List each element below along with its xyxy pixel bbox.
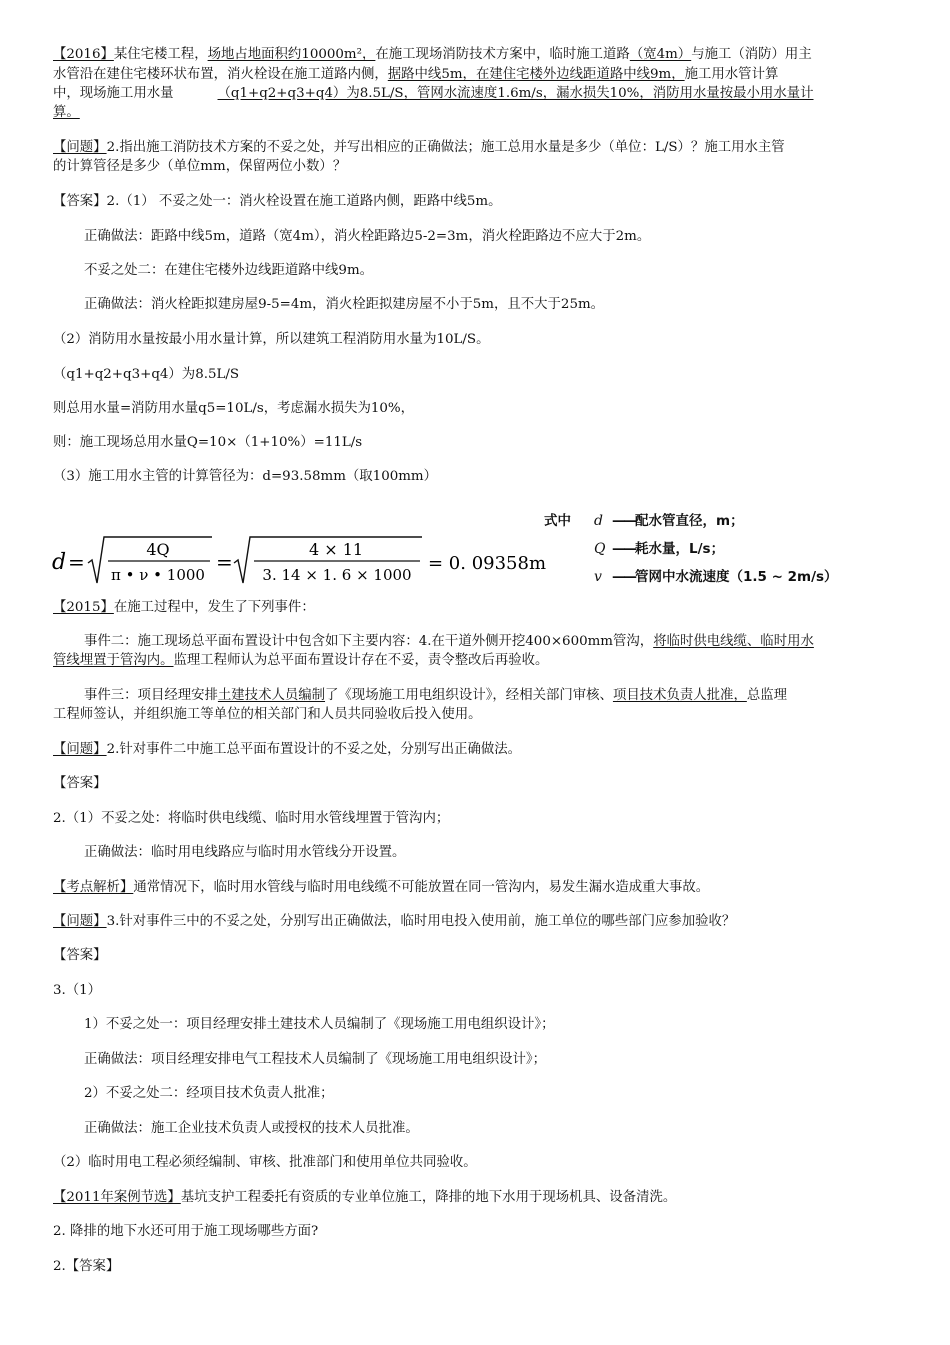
analysis-line: 【考点解析】通常情况下，临时用水管线与临时用电线缆不可能放置在同一管沟内，易发生漏水造成重大事故。: [53, 880, 710, 895]
formula-eq-1: =: [68, 550, 85, 574]
answer-3-head: 【答案】: [53, 948, 107, 963]
answer-2-line-1: 2.（1）不妥之处：将临时供电线缆、临时用水管线埋置于管沟内；: [53, 811, 450, 826]
answer-2016-line-8: 则：施工现场总用水量Q=10×（1+10%）=11L/s: [53, 435, 363, 450]
formula-eq-2: =: [216, 550, 233, 574]
fraction-2-denominator: 3. 14 × 1. 6 × 1000: [262, 566, 412, 584]
legend-lead: 式中: [544, 513, 571, 529]
question-tag: 【问题】: [53, 914, 107, 929]
legend-row-d: 式中 d ——配水管直径，m；: [544, 509, 744, 529]
question-2-line: 【问题】2.针对事件二中施工总平面布置设计的不妥之处，分别写出正确做法。: [53, 742, 522, 757]
case-2016-line-3: 中，现场施工用水量 （q1+q2+q3+q4）为8.5L/S，管网水流速度1.6m/s，漏水损失10%，消防用水量按最小用水量计: [53, 86, 814, 101]
answer-3-line-3: 2）不妥之处二：经项目技术负责人批准；: [84, 1086, 334, 1101]
answer-3-line-1: 1）不妥之处一：项目经理安排土建技术人员编制了《现场施工用电组织设计》；: [84, 1017, 555, 1032]
case-2016-tag: 【2016】: [53, 47, 114, 62]
case-2011-answer: 2.【答案】: [53, 1259, 120, 1274]
event-3-line-2: 工程师签认，并组织施工等单位的相关部门和人员共同验收后投入使用。: [53, 707, 482, 722]
fraction-1-numerator: 4Q: [146, 540, 170, 559]
pipe-diameter-formula: [52, 533, 552, 591]
event-2-line-2: 管线埋置于管沟内。监理工程师认为总平面布置设计存在不妥，责令整改后再验收。: [53, 653, 549, 668]
answer-2016-line-9: （3）施工用水主管的计算管径为：d=93.58mm（取100mm）: [53, 469, 438, 484]
answer-2016-line-1: 【答案】2.（1） 不妥之处一：消火栓设置在施工道路内侧，距路中线5m。: [53, 194, 502, 209]
formula-result: = 0. 09358m: [428, 553, 547, 574]
legend-row-q: Q ——耗水量，L/s；: [594, 541, 725, 557]
question-2016-line-1: 【问题】2.指出施工消防技术方案的不妥之处，并写出相应的正确做法；施工总用水量是多少（单位：L/S）？施工用水主管: [53, 140, 785, 155]
case-2016-line-2: 水管沿在建住宅楼环状布置，消火栓设在施工道路内侧，据路中线5m，在建住宅楼外边线距道路中线9m，施工用水管计算: [53, 67, 779, 82]
answer-2-line-2: 正确做法：临时用电线路应与临时用水管线分开设置。: [84, 845, 406, 860]
legend-row-v: v ——管网中水流速度（1.5 ~ 2m/s）: [594, 569, 838, 585]
analysis-tag: 【考点解析】: [53, 880, 134, 895]
answer-2016-line-7: 则总用水量=消防用水量q5=10L/s，考虑漏水损失为10%，: [53, 401, 415, 416]
answer-3-line-4: 正确做法：施工企业技术负责人或授权的技术人员批准。: [84, 1121, 419, 1136]
answer-2016-line-2: 正确做法：距路中线5m，道路（宽4m），消火栓距路边5-2=3m，消火栓距路边不应大于2m。: [84, 229, 651, 244]
question-tag: 【问题】: [53, 742, 107, 757]
case-2011-question: 2. 降排的地下水还可用于施工现场哪些方面?: [53, 1224, 319, 1239]
case-2011-line: 【2011年案例节选】基坑支护工程委托有资质的专业单位施工，降排的地下水用于现场机具、设备清洗。: [53, 1190, 677, 1205]
answer-2016-line-5: （2）消防用水量按最小用水量计算，所以建筑工程消防用水量为10L/S。: [53, 332, 490, 347]
case-2011-tag: 【2011年案例节选】: [53, 1190, 181, 1205]
fraction-1-denominator: π • ν • 1000: [111, 566, 205, 584]
fraction-2-numerator: 4 × 11: [308, 540, 364, 559]
answer-2016-line-4: 正确做法：消火栓距拟建房屋9-5=4m，消火栓距拟建房屋不小于5m，且不大于25m。: [84, 297, 605, 312]
case-2016-line-1: 【2016】某住宅楼工程，场地占地面积约10000m²，在施工现场消防技术方案中，临时施工道路（宽4m）与施工（消防）用主: [53, 47, 812, 62]
answer-3-line-0: 3.（1）: [53, 983, 102, 998]
event-3-line-1: 事件三：项目经理安排土建技术人员编制了《现场施工用电组织设计》，经相关部门审核、项目技术负责人批准，总监理: [84, 688, 788, 703]
question-3-line: 【问题】3.针对事件三中的不妥之处，分别写出正确做法，临时用电投入使用前，施工单位的哪些部门应参加验收？: [53, 914, 736, 929]
case-2015-tag: 【2015】: [53, 600, 114, 615]
event-2-line-1: 事件二：施工现场总平面布置设计中包含如下主要内容：4.在干道外侧开挖400×600mm管沟，将临时供电线缆、临时用水: [84, 634, 814, 649]
answer-2-head: 【答案】: [53, 776, 107, 791]
case-2016-line-4: 算。: [53, 105, 80, 120]
case-2015-line-1: 【2015】在施工过程中，发生了下列事件：: [53, 600, 315, 615]
answer-2016-line-6: （q1+q2+q3+q4）为8.5L/S: [53, 367, 240, 382]
answer-2016-line-3: 不妥之处二：在建住宅楼外边线距道路中线9m。: [84, 263, 374, 278]
formula-d: d: [52, 550, 67, 575]
answer-3-line-5: （2）临时用电工程必须经编制、审核、批准部门和使用单位共同验收。: [53, 1155, 477, 1170]
question-2016-line-2: 的计算管径是多少（单位mm，保留两位小数）？: [53, 159, 347, 174]
answer-3-line-2: 正确做法：项目经理安排电气工程技术人员编制了《现场施工用电组织设计》；: [84, 1052, 546, 1067]
question-tag: 【问题】: [53, 140, 107, 155]
